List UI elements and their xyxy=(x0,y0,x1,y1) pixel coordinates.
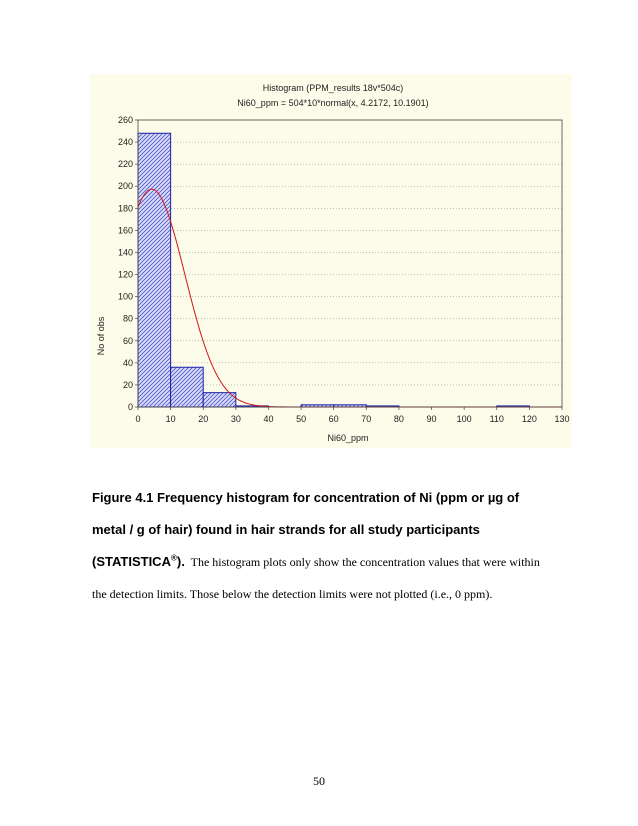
y-tick-label: 260 xyxy=(117,115,133,125)
figure-caption xyxy=(92,482,554,610)
x-tick-label: 80 xyxy=(393,414,404,424)
chart-title: Histogram (PPM_results 18v*504c) xyxy=(262,83,404,93)
histogram-figure xyxy=(90,74,572,448)
x-tick-label: 10 xyxy=(165,414,176,424)
page-number: 50 xyxy=(313,774,325,788)
y-tick-label: 100 xyxy=(117,291,133,302)
x-tick-label: 40 xyxy=(263,414,274,424)
y-tick-label: 40 xyxy=(122,357,133,368)
y-axis-title: No of obs xyxy=(96,316,106,356)
y-tick-label: 0 xyxy=(127,402,133,412)
x-tick-label: 130 xyxy=(554,414,570,424)
x-tick-label: 110 xyxy=(489,414,504,424)
y-tick-label: 180 xyxy=(117,203,133,214)
y-tick-label: 20 xyxy=(122,379,133,390)
histogram-chart xyxy=(90,74,572,448)
histogram-bar xyxy=(171,367,204,407)
x-axis-title: Ni60_ppm xyxy=(327,433,369,443)
x-tick-label: 60 xyxy=(328,414,339,424)
registered-mark: ® xyxy=(170,553,177,563)
y-tick-label: 240 xyxy=(117,137,133,148)
x-tick-label: 90 xyxy=(426,414,437,424)
x-tick-label: 0 xyxy=(135,414,141,424)
x-tick-label: 100 xyxy=(456,414,472,424)
x-tick-label: 50 xyxy=(296,414,307,424)
x-tick-label: 20 xyxy=(198,414,209,424)
y-tick-label: 80 xyxy=(122,313,133,324)
histogram-bar xyxy=(138,133,171,407)
y-tick-label: 120 xyxy=(117,269,133,280)
caption-text: The histogram plots only show the concentration values that were within the detection limits. Those below the detection limits were not plotted (i.e., 0 ppm). xyxy=(92,555,540,601)
y-tick-label: 220 xyxy=(117,159,133,170)
y-tick-label: 140 xyxy=(117,247,133,258)
x-tick-label: 70 xyxy=(361,414,372,424)
x-tick-label: 120 xyxy=(521,414,537,424)
caption-label: Figure 4.1 Frequency histogram for concentration of Ni (ppm or µg of metal / g of hair) found in hair strands for all study participants (STATISTICA®). xyxy=(92,490,520,569)
plot-area-frame xyxy=(138,120,562,407)
x-tick-label: 30 xyxy=(230,414,241,424)
y-tick-label: 160 xyxy=(117,225,133,236)
y-tick-label: 200 xyxy=(117,181,133,192)
y-tick-label: 60 xyxy=(122,335,133,346)
chart-subtitle: Ni60_ppm = 504*10*normal(x, 4.2172, 10.1901) xyxy=(237,98,429,108)
